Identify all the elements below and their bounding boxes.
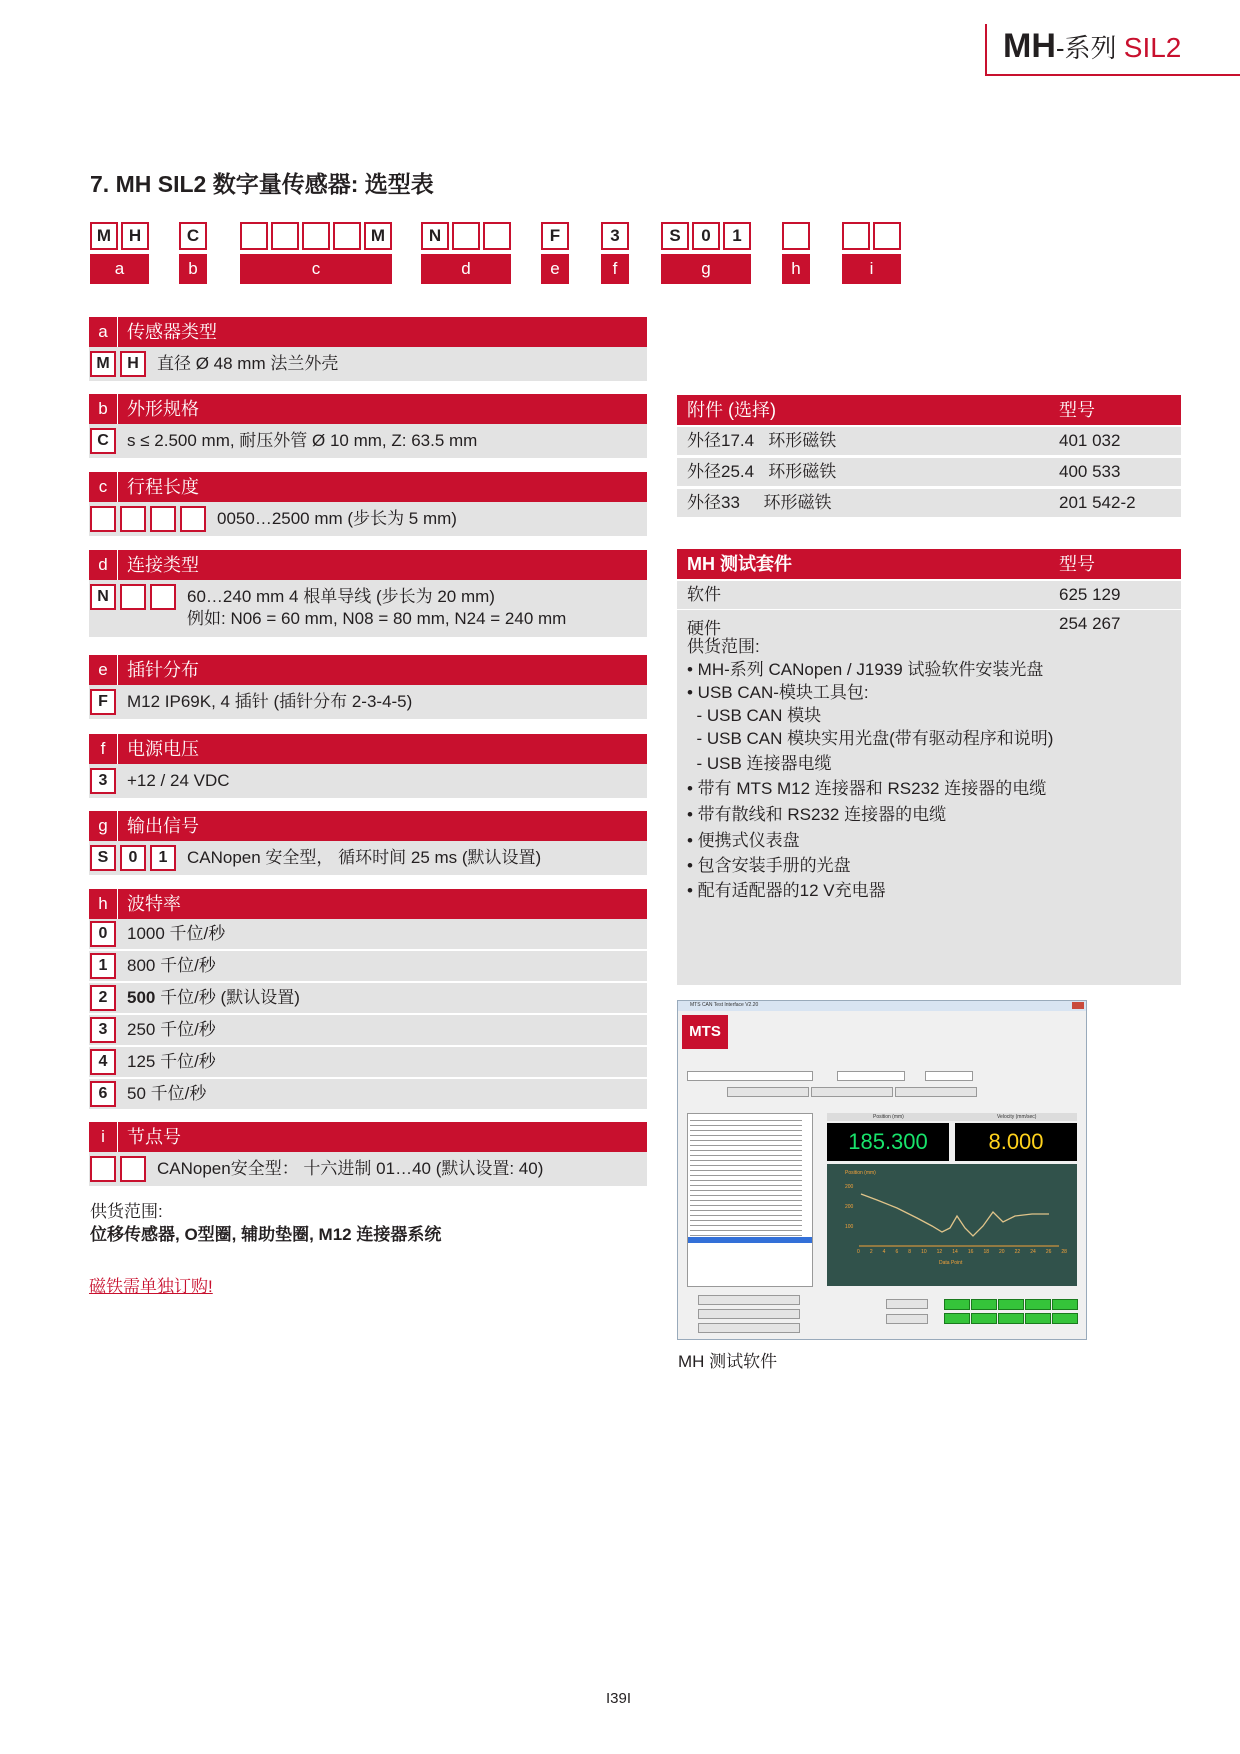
- x-tick: 22: [1014, 1249, 1021, 1255]
- code-box: [302, 222, 330, 250]
- section-a-row: [89, 347, 647, 381]
- accessory-code: 401 032: [1059, 431, 1121, 450]
- option-box: 3: [90, 768, 116, 794]
- x-tick: 10: [921, 1249, 927, 1255]
- option-box: 1: [90, 953, 116, 979]
- protocol-select: [687, 1071, 813, 1081]
- option-box: M: [90, 351, 116, 377]
- software-screenshot: [677, 1000, 1087, 1340]
- code-box: S: [661, 222, 689, 250]
- option-box: [120, 506, 146, 532]
- option-text: 50 千位/秒: [127, 1084, 207, 1103]
- code-label-h: h: [782, 254, 810, 284]
- status-bit: [1052, 1299, 1078, 1310]
- accessories-header: [677, 395, 1181, 425]
- status-bit: [998, 1299, 1024, 1310]
- option-box: 0: [120, 845, 146, 871]
- section-f-header: [89, 734, 647, 764]
- option-text: 125 千位/秒: [127, 1052, 216, 1071]
- section-name: 波特率: [127, 894, 181, 914]
- test-kit-code: 254 267: [1059, 614, 1121, 633]
- accessory-row: [677, 458, 1181, 486]
- option-box: C: [90, 428, 116, 454]
- baud-row: [89, 1015, 647, 1045]
- position-display: 185.300: [827, 1123, 949, 1161]
- section-d-header: [89, 550, 647, 580]
- option-text: 60…240 mm 4 根单导线 (步长为 20 mm): [187, 587, 495, 606]
- option-text: 800 千位/秒: [127, 956, 216, 975]
- code-label-g: g: [661, 254, 751, 284]
- x-tick: 8: [908, 1249, 912, 1255]
- section-b-row: [89, 424, 647, 458]
- option-box: [150, 584, 176, 610]
- option-text: s ≤ 2.500 mm, 耐压外管 Ø 10 mm, Z: 63.5 mm: [127, 431, 478, 450]
- code-box: 3: [601, 222, 629, 250]
- contents-line: • 带有 MTS M12 连接器和 RS232 连接器的电缆: [687, 779, 1047, 798]
- reset-graph-button: [886, 1314, 928, 1324]
- baud-row: [89, 1047, 647, 1077]
- section-h-header: [89, 889, 647, 919]
- y-tick: 200: [845, 1184, 854, 1190]
- option-box: S: [90, 845, 116, 871]
- start-button: [727, 1087, 809, 1097]
- x-tick: 12: [936, 1249, 943, 1255]
- section-letter: g: [89, 811, 118, 841]
- y-tick: 100: [845, 1224, 854, 1230]
- test-kit-title: MH 测试套件: [687, 554, 792, 574]
- section-letter: d: [89, 550, 118, 580]
- option-example: 例如: N06 = 60 mm, N08 = 80 mm, N24 = 240 mm: [187, 609, 567, 628]
- test-kit-item: 硬件: [687, 619, 721, 638]
- contents-line: • 带有散线和 RS232 连接器的电缆: [687, 805, 947, 824]
- baud-row: [89, 1079, 647, 1109]
- series-label: -系列: [1055, 33, 1124, 63]
- section-f-row: [89, 764, 647, 798]
- test-kit-header: [677, 549, 1181, 579]
- section-name: 输出信号: [127, 816, 199, 836]
- window-title: MTS CAN Test Interface V2.20: [690, 1002, 759, 1008]
- section-g-header: [89, 811, 647, 841]
- section-letter: c: [89, 472, 118, 502]
- status-bit: [944, 1299, 970, 1310]
- status-bit: [971, 1299, 997, 1310]
- delivery-label: 供货范围:: [90, 1202, 163, 1221]
- stop-button: [811, 1087, 893, 1097]
- accessory-item: 外径33 环形磁铁: [687, 493, 832, 512]
- page-title: 7. MH SIL2 数字量传感器: 选型表: [90, 171, 434, 197]
- velocity-label: Velocity (mm/sec): [997, 1114, 1037, 1120]
- option-text: +12 / 24 VDC: [127, 771, 230, 790]
- code-box: F: [541, 222, 569, 250]
- velocity-display: 8.000: [955, 1123, 1077, 1161]
- section-b-header: [89, 394, 647, 424]
- contents-line: • 便携式仪表盘: [687, 831, 800, 850]
- baud-row: [89, 983, 647, 1013]
- option-box: [120, 1156, 146, 1182]
- option-box: 1: [150, 845, 176, 871]
- x-tick: 6: [895, 1249, 899, 1255]
- code-label-c: c: [240, 254, 392, 284]
- code-box: 0: [692, 222, 720, 250]
- option-text: 0050…2500 mm (步长为 5 mm): [217, 509, 457, 528]
- test-kit-contents: [677, 610, 1181, 985]
- magnet-note: 磁铁需单独订购!: [89, 1277, 213, 1296]
- status-bit: [944, 1313, 970, 1324]
- code-box: H: [121, 222, 149, 250]
- x-tick: 26: [1045, 1249, 1052, 1255]
- section-e-header: [89, 655, 647, 685]
- code-box: N: [421, 222, 449, 250]
- x-tick: 24: [1030, 1249, 1036, 1255]
- accessories-title: 附件 (选择): [687, 400, 776, 420]
- section-name: 插针分布: [127, 660, 199, 680]
- option-text: M12 IP69K, 4 插针 (插针分布 2-3-4-5): [127, 692, 413, 711]
- contents-line: - USB CAN 模块实用光盘(带有驱动程序和说明): [687, 729, 1054, 748]
- section-name: 外形规格: [127, 399, 199, 419]
- accessory-row: [677, 427, 1181, 455]
- contents-line: • 包含安装手册的光盘: [687, 856, 851, 875]
- section-name: 连接类型: [127, 555, 199, 575]
- section-c-row: [89, 502, 647, 536]
- status-bit: [971, 1313, 997, 1324]
- baud-row: [89, 919, 647, 949]
- page-number: I39I: [606, 1690, 632, 1707]
- code-box: C: [179, 222, 207, 250]
- accessory-code: 400 533: [1059, 462, 1121, 481]
- node-id-field: [925, 1071, 973, 1081]
- x-tick: 4: [882, 1249, 886, 1255]
- option-text: 500 千位/秒 (默认设置): [127, 988, 300, 1007]
- baud-row: [89, 951, 647, 981]
- contents-line: - USB CAN 模块: [687, 706, 822, 725]
- accessory-code: 201 542-2: [1059, 493, 1136, 512]
- status-bit: [1052, 1313, 1078, 1324]
- code-box: 1: [723, 222, 751, 250]
- code-box: [483, 222, 511, 250]
- message-log: [687, 1113, 813, 1287]
- print-pdf-button: [698, 1323, 800, 1333]
- x-tick: 18: [983, 1249, 989, 1255]
- code-column-header: 型号: [1059, 554, 1095, 574]
- y-tick: 200: [845, 1204, 854, 1210]
- section-c-header: [89, 472, 647, 502]
- mts-logo: MTS: [682, 1015, 728, 1049]
- section-letter: b: [89, 394, 118, 424]
- option-box: 2: [90, 985, 116, 1011]
- option-text: CANopen 安全型， 循环时间 25 ms (默认设置): [187, 848, 542, 867]
- section-letter: a: [89, 317, 118, 347]
- option-box: [180, 506, 206, 532]
- test-kit-item: 软件: [687, 585, 721, 604]
- baud-select: [837, 1071, 905, 1081]
- option-text: 250 千位/秒: [127, 1020, 216, 1039]
- code-label-b: b: [179, 254, 207, 284]
- code-box: [782, 222, 810, 250]
- code-label-a: a: [90, 254, 149, 284]
- code-label-i: i: [842, 254, 901, 284]
- section-i-row: [89, 1152, 647, 1186]
- contents-line: - USB 连接器电缆: [687, 754, 832, 773]
- code-box: [873, 222, 901, 250]
- section-name: 电源电压: [127, 739, 199, 759]
- x-tick: 14: [952, 1249, 958, 1255]
- code-column-header: 型号: [1059, 400, 1095, 420]
- option-box: 6: [90, 1081, 116, 1107]
- option-box: H: [120, 351, 146, 377]
- brand-label: MH: [1003, 27, 1056, 65]
- test-kit-row: [677, 581, 1181, 609]
- graph-title: Position (mm): [845, 1170, 876, 1176]
- x-tick: 2: [869, 1249, 873, 1255]
- option-box: [150, 506, 176, 532]
- option-box: 0: [90, 921, 116, 947]
- status-bit: [1025, 1299, 1051, 1310]
- code-box: [240, 222, 268, 250]
- code-box: [271, 222, 299, 250]
- sil-label: SIL2: [1123, 32, 1182, 63]
- code-box: [333, 222, 361, 250]
- section-i-header: [89, 1122, 647, 1152]
- contents-line: 供货范围:: [687, 637, 760, 656]
- window-title-bar: [678, 1001, 1086, 1011]
- x-tick: 28: [1061, 1249, 1067, 1255]
- section-letter: h: [89, 889, 118, 919]
- code-label-d: d: [421, 254, 511, 284]
- setup-graph-button: [886, 1299, 928, 1309]
- code-box: [452, 222, 480, 250]
- contents-line: • USB CAN-模块工具包:: [687, 683, 869, 702]
- section-name: 行程长度: [127, 477, 199, 497]
- accessory-item: 外径25.4 环形磁铁: [687, 462, 837, 481]
- option-box: F: [90, 689, 116, 715]
- status-bit: [998, 1313, 1024, 1324]
- code-label-f: f: [601, 254, 629, 284]
- code-box: [842, 222, 870, 250]
- option-box: 4: [90, 1049, 116, 1075]
- print-button: [698, 1309, 800, 1319]
- modify-parameters-button: [698, 1295, 800, 1305]
- section-letter: e: [89, 655, 118, 685]
- graph-plot: [827, 1164, 1077, 1286]
- option-text: 直径 Ø 48 mm 法兰外壳: [157, 354, 339, 373]
- accessory-row: [677, 489, 1181, 517]
- delivery-text: 位移传感器, O型圈, 辅助垫圈, M12 连接器系统: [90, 1225, 442, 1244]
- search-button: [895, 1087, 977, 1097]
- figure-caption: MH 测试软件: [678, 1352, 778, 1371]
- option-box: [90, 506, 116, 532]
- code-box: M: [90, 222, 118, 250]
- section-d-row: [89, 580, 647, 637]
- section-e-row: [89, 685, 647, 719]
- contents-line: • MH-系列 CANopen / J1939 试验软件安装光盘: [687, 660, 1044, 679]
- series-header: [1003, 24, 1181, 70]
- position-graph: [827, 1164, 1077, 1286]
- graph-xlabel: Data Point: [939, 1260, 963, 1266]
- section-letter: i: [89, 1122, 118, 1152]
- x-tick: 0: [857, 1249, 860, 1255]
- code-label-e: e: [541, 254, 569, 284]
- test-kit-code: 625 129: [1059, 585, 1121, 604]
- code-box: M: [364, 222, 392, 250]
- position-label: Position (mm): [873, 1114, 904, 1120]
- contents-line: • 配有适配器的12 V充电器: [687, 881, 886, 900]
- option-text: 1000 千位/秒: [127, 924, 226, 943]
- display-labels: [827, 1113, 1077, 1121]
- option-box: N: [90, 584, 116, 610]
- section-letter: f: [89, 734, 118, 764]
- option-box: 3: [90, 1017, 116, 1043]
- option-box: [120, 584, 146, 610]
- section-a-header: [89, 317, 647, 347]
- status-bit: [1025, 1313, 1051, 1324]
- close-icon: [1072, 1002, 1084, 1009]
- section-g-row: [89, 841, 647, 875]
- accessory-item: 外径17.4 环形磁铁: [687, 431, 837, 450]
- x-tick: 20: [999, 1249, 1005, 1255]
- option-box: [90, 1156, 116, 1182]
- x-ticks: [857, 1249, 1067, 1255]
- option-text: CANopen安全型： 十六进制 01…40 (默认设置: 40): [157, 1159, 544, 1178]
- section-name: 传感器类型: [127, 322, 217, 342]
- section-name: 节点号: [127, 1127, 181, 1147]
- x-tick: 16: [967, 1249, 974, 1255]
